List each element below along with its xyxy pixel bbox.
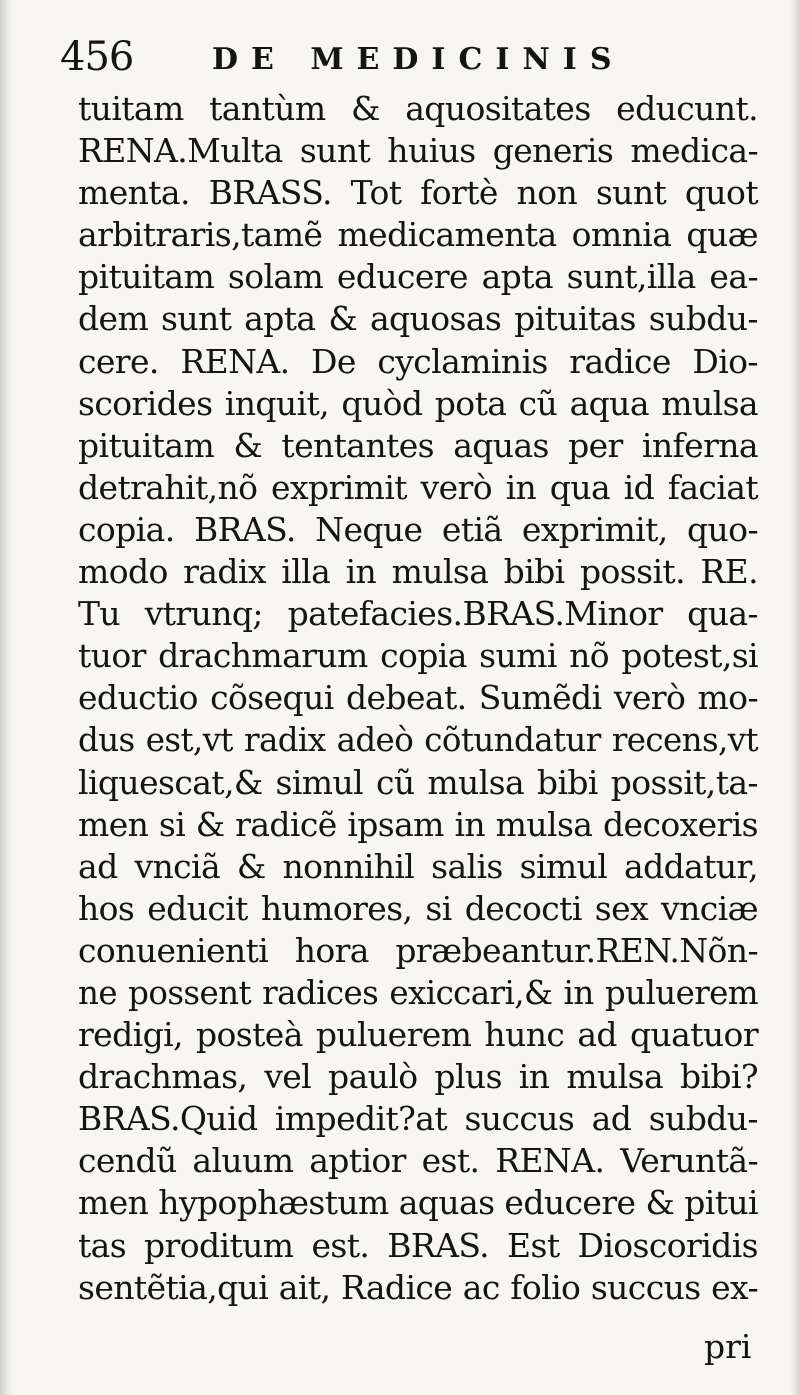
text-line: copia. BRAS. Neque etiã exprimit, quo- <box>78 509 758 549</box>
page-header <box>60 28 760 88</box>
text-line: arbitraris,tamẽ medicamenta omnia quæ <box>78 215 758 255</box>
text-line: redigi, posteà puluerem hunc ad quatuor <box>78 1015 758 1055</box>
text-line: pituitam solam educere apta sunt,illa ea- <box>78 257 758 297</box>
running-head: DE MEDICINIS <box>212 42 625 77</box>
text-line: cere. RENA. De cyclaminis radice Dio- <box>78 341 758 381</box>
text-line: pituitam & tentantes aquas per inferna <box>78 425 758 465</box>
text-line: detrahit,nõ exprimit verò in qua id faciat <box>78 467 758 507</box>
text-line: eductio cõsequi debeat. Sumẽdi verò mo- <box>78 678 758 718</box>
text-line: dus est,vt radix adeò cõtundatur recens,vt <box>78 721 758 760</box>
text-line: modo radix illa in mulsa bibi possit. RE. <box>78 552 758 592</box>
text-line: ad vnciã & nonnihil salis simul addatur, <box>78 846 758 886</box>
text-line: sentẽtia,qui ait, Radice ac folio succus ex- <box>78 1267 758 1307</box>
text-line: dem sunt apta & aquosas pituitas subdu- <box>78 299 758 339</box>
body-text <box>78 88 758 1309</box>
text-line: Tu vtrunq; patefacies.BRAS.Minor qua- <box>78 594 758 634</box>
text-line: conuenienti hora præbeantur.REN.Nõn- <box>78 930 758 970</box>
text-line: scorides inquit, quòd pota cũ aqua mulsa <box>78 383 758 423</box>
text-line: men hypophæstum aquas educere & pitui <box>78 1183 758 1223</box>
text-line: RENA.Multa sunt huius generis medica- <box>78 131 758 171</box>
text-line: liquescat,& simul cũ mulsa bibi possit,ta- <box>78 762 758 802</box>
text-line: ne possent radices exiccari,& in puluerem <box>78 973 758 1012</box>
text-line: tas proditum est. BRAS. Est Dioscoridis <box>78 1225 758 1265</box>
text-line: drachmas, vel paulò plus in mulsa bibi? <box>78 1057 758 1097</box>
text-line: tuor drachmarum copia sumi nõ potest,si <box>78 636 758 676</box>
text-line: BRAS.Quid impedit?at succus ad subdu- <box>78 1099 758 1139</box>
page-number: 456 <box>60 34 134 80</box>
text-line: men si & radicẽ ipsam in mulsa decoxeris <box>78 804 758 844</box>
text-line: menta. BRASS. Tot fortè non sunt quot <box>78 173 758 213</box>
catchword: pri <box>704 1327 752 1366</box>
text-line: hos educit humores, si decocti sex vnciæ <box>78 888 758 928</box>
text-line: cendũ aluum aptior est. RENA. Veruntã- <box>78 1141 758 1181</box>
page-gutter-shadow <box>0 0 14 1395</box>
text-line: tuitam tantùm & aquositates educunt. <box>78 89 758 128</box>
page-edge-shadow <box>790 0 800 1395</box>
